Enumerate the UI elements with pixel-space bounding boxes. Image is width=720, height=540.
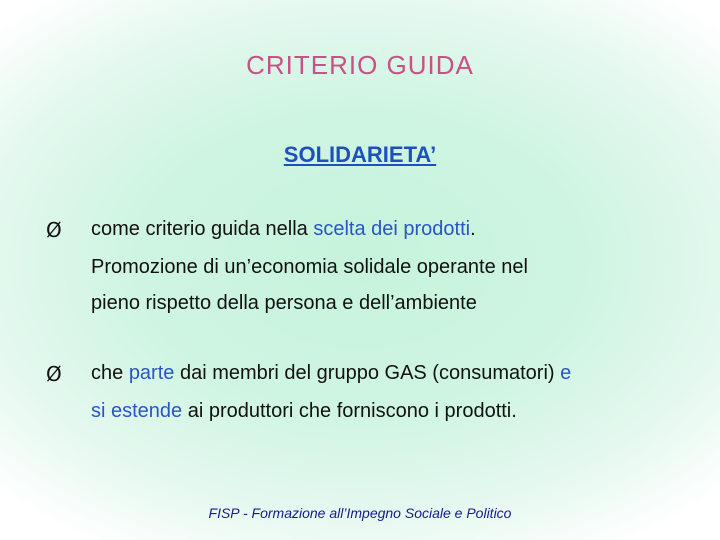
slide-title: CRITERIO GUIDA <box>246 50 474 80</box>
bullet2-line2 <box>91 400 517 423</box>
bullet-arrow-icon: Ø <box>46 362 62 386</box>
bullet1-line2: Promozione di un’economia solidale operante nel <box>91 256 528 278</box>
bullet-arrow-icon: Ø <box>46 218 62 242</box>
slide-footer: FISP - Formazione all’Impegno Sociale e Politico <box>208 505 512 521</box>
bullet1-highlight: scelta dei prodotti <box>313 218 471 240</box>
bullet1-period: . <box>470 218 476 240</box>
bullet2-highlight-e: e <box>560 362 572 384</box>
bullet2-text-c: dai membri del gruppo GAS (consumatori) <box>174 362 561 384</box>
bullet2-text-end: ai produttori che forniscono i prodotti. <box>182 400 517 422</box>
bullet2-highlight-si-estende: si estende <box>91 400 183 422</box>
bullet2-highlight-parte: parte <box>128 362 175 384</box>
bullet1-line1 <box>91 218 476 241</box>
bullet2-line1 <box>91 362 571 385</box>
bullet1-text: come criterio guida nella <box>91 218 314 240</box>
bullet2-text-a: che <box>91 362 129 384</box>
slide-subtitle: SOLIDARIETA’ <box>283 142 437 167</box>
bullet1-line3: pieno rispetto della persona e dell’ambiente <box>91 292 477 314</box>
